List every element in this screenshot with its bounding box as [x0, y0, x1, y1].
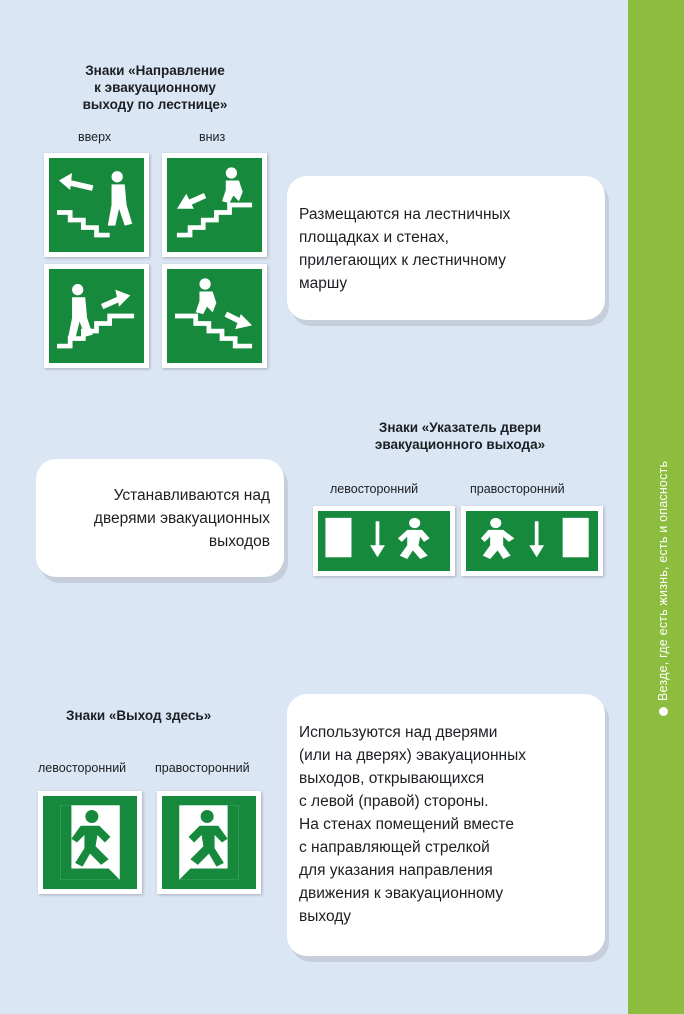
description-line: прилегающих к лестничному — [299, 252, 507, 269]
description-line: Размещаются на лестничных — [299, 206, 511, 223]
door-heading — [330, 419, 590, 453]
sidebar-caption — [656, 461, 670, 716]
sign-exit-right — [157, 791, 261, 894]
description-line: площадках и стенах, — [299, 229, 449, 246]
label-exit-right: правосторонний — [155, 761, 250, 775]
description-line: (или на дверях) эвакуационных — [299, 747, 527, 764]
description-line: движения к эвакуационному — [299, 885, 504, 902]
exit-left-icon — [43, 796, 137, 889]
sign-stairs-down-right — [162, 264, 267, 368]
label-door-left: левосторонний — [330, 482, 419, 496]
door-right-icon — [466, 511, 598, 571]
description-line: Используются над дверями — [299, 724, 498, 741]
exit-description-card — [287, 694, 605, 956]
label-door-right: правосторонний — [470, 482, 565, 496]
stairs-down-left-icon — [167, 158, 262, 252]
description-line: для указания направления — [299, 862, 493, 879]
stairs-up-left-icon — [49, 158, 144, 252]
description-line: Устанавливаются над — [113, 487, 270, 504]
description-line: выходу — [299, 908, 352, 925]
stairs-heading-line: Знаки «Направление — [85, 63, 225, 78]
exit-right-icon — [162, 796, 256, 889]
sign-stairs-up-right — [44, 264, 149, 368]
sidebar-caption-text: Везде, где есть жизнь, есть и опасность — [656, 460, 670, 701]
stairs-down-right-icon — [167, 269, 262, 363]
stairs-heading-line: к эвакуационному — [94, 80, 216, 95]
description-line: дверями эвакуационных — [93, 510, 270, 527]
label-up: вверх — [78, 130, 112, 144]
sign-stairs-down-left — [162, 153, 267, 257]
stairs-description-card — [287, 176, 605, 320]
description-line: выходов — [208, 533, 270, 550]
stairs-heading — [50, 62, 260, 113]
door-heading-line: эвакуационного выхода» — [374, 437, 546, 452]
description-line: выходов, открывающихся — [299, 770, 485, 787]
description-line: с направляющей стрелкой — [299, 839, 490, 856]
door-description-card — [36, 459, 284, 577]
sign-exit-left — [38, 791, 142, 894]
stairs-heading-line: выходу по лестнице» — [82, 97, 228, 112]
label-down: вниз — [199, 130, 226, 144]
description-line: маршу — [299, 275, 348, 292]
label-exit-left: левосторонний — [38, 761, 127, 775]
sign-door-left — [313, 506, 455, 576]
description-line: На стенах помещений вместе — [299, 816, 514, 833]
sign-stairs-up-left — [44, 153, 149, 257]
door-heading-line: Знаки «Указатель двери — [378, 420, 542, 435]
description-line: с левой (правой) стороны. — [299, 793, 489, 810]
exit-heading: Знаки «Выход здесь» — [66, 708, 212, 723]
bullet-icon — [659, 707, 668, 716]
stairs-up-right-icon — [49, 269, 144, 363]
door-left-icon — [318, 511, 450, 571]
sign-door-right — [461, 506, 603, 576]
